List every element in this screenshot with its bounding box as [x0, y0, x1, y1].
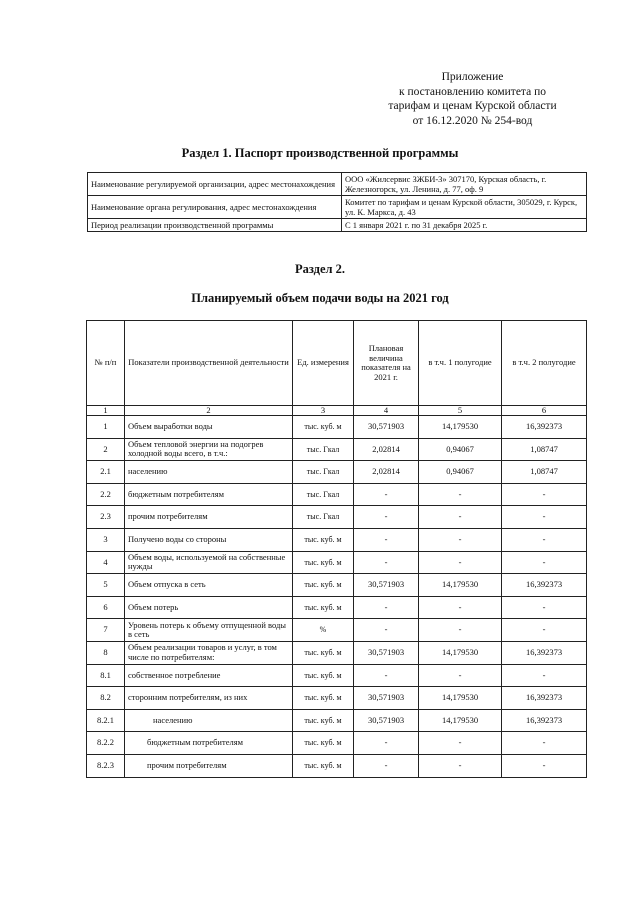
column-number: 6 [502, 406, 587, 416]
row-half1: - [419, 664, 502, 687]
passport-value: ООО «Жилсервис ЗЖБИ-3» 307170, Курская область, г. Железногорск, ул. Ленина, д. 77, оф. 9 [342, 173, 587, 196]
column-number: 5 [419, 406, 502, 416]
table-row [87, 574, 587, 597]
row-unit: тыс. Гкал [293, 438, 354, 461]
column-number-row [87, 406, 587, 416]
row-half1: 14,179530 [419, 709, 502, 732]
row-num: 8.2.2 [87, 732, 125, 755]
row-planned: 30,571903 [354, 416, 419, 439]
row-half1: - [419, 483, 502, 506]
row-half1: 14,179530 [419, 641, 502, 664]
row-unit: тыс. куб. м [293, 732, 354, 755]
row-half1: - [419, 619, 502, 642]
row-unit: тыс. куб. м [293, 709, 354, 732]
row-unit: тыс. Гкал [293, 461, 354, 484]
row-half2: 16,392373 [502, 641, 587, 664]
row-indicator: прочим потребителям [125, 506, 293, 529]
passport-row [88, 173, 587, 196]
row-num: 6 [87, 596, 125, 619]
header-half1: в т.ч. 1 полугодие [419, 321, 502, 406]
row-unit: тыс. Гкал [293, 506, 354, 529]
row-indicator: Объем потерь [125, 596, 293, 619]
table-row [87, 664, 587, 687]
row-num: 8.1 [87, 664, 125, 687]
row-unit: тыс. куб. м [293, 754, 354, 777]
column-number: 4 [354, 406, 419, 416]
row-half1: - [419, 528, 502, 551]
row-num: 2.3 [87, 506, 125, 529]
row-unit: тыс. Гкал [293, 483, 354, 506]
row-planned: 30,571903 [354, 687, 419, 710]
appendix-line: к постановлению комитета по [399, 85, 546, 98]
row-planned: - [354, 664, 419, 687]
table-row [87, 506, 587, 529]
row-unit: тыс. куб. м [293, 416, 354, 439]
row-indicator: Объем тепловой энергии на подогрев холодной воды всего, в т.ч.: [125, 438, 293, 461]
row-half2: 16,392373 [502, 574, 587, 597]
column-number: 3 [293, 406, 354, 416]
passport-label: Период реализации производственной программы [88, 219, 342, 232]
row-unit: тыс. куб. м [293, 664, 354, 687]
passport-row [88, 196, 587, 219]
row-planned: - [354, 483, 419, 506]
row-half2: - [502, 506, 587, 529]
row-num: 7 [87, 619, 125, 642]
row-planned: - [354, 754, 419, 777]
row-indicator: собственное потребление [125, 664, 293, 687]
row-half1: 0,94067 [419, 438, 502, 461]
section2-title: Раздел 2. [294, 262, 346, 276]
row-indicator: бюджетным потребителям [125, 732, 293, 755]
row-num: 8.2 [87, 687, 125, 710]
row-half1: - [419, 732, 502, 755]
passport-table [87, 172, 587, 232]
passport-value: С 1 января 2021 г. по 31 декабря 2025 г. [342, 219, 587, 232]
row-indicator: Объем реализации товаров и услуг, в том числе по потребителям: [125, 641, 293, 664]
appendix-line: тарифам и ценам Курской области [388, 100, 557, 112]
row-indicator: населению [125, 709, 293, 732]
appendix-block [370, 70, 575, 128]
row-unit: тыс. куб. м [293, 596, 354, 619]
row-indicator: бюджетным потребителям [125, 483, 293, 506]
row-half1: 14,179530 [419, 416, 502, 439]
row-num: 4 [87, 551, 125, 574]
row-indicator: Объем воды, используемой на собственные нужды [125, 551, 293, 574]
table-row [87, 619, 587, 642]
column-number: 1 [87, 406, 125, 416]
table-row [87, 483, 587, 506]
row-planned: 30,571903 [354, 641, 419, 664]
row-half2: - [502, 754, 587, 777]
row-half1: 14,179530 [419, 687, 502, 710]
row-planned: 30,571903 [354, 709, 419, 732]
table-row [87, 732, 587, 755]
table-row [87, 461, 587, 484]
row-indicator: Получено воды со стороны [125, 528, 293, 551]
row-half2: - [502, 664, 587, 687]
row-half1: - [419, 506, 502, 529]
row-half2: - [502, 551, 587, 574]
row-indicator: сторонним потребителям, из них [125, 687, 293, 710]
row-half2: 16,392373 [502, 709, 587, 732]
header-indicator: Показатели производственной деятельности [125, 321, 293, 406]
row-num: 2.2 [87, 483, 125, 506]
row-half1: - [419, 596, 502, 619]
row-unit: тыс. куб. м [293, 528, 354, 551]
row-unit: тыс. куб. м [293, 687, 354, 710]
row-unit: % [293, 619, 354, 642]
header-unit: Ед. измерения [293, 321, 354, 406]
row-half2: 1,08747 [502, 461, 587, 484]
row-half2: - [502, 483, 587, 506]
row-planned: - [354, 732, 419, 755]
row-planned: 2,02814 [354, 461, 419, 484]
section2-subtitle: Планируемый объем подачи воды на 2021 год [191, 291, 449, 305]
table-row [87, 438, 587, 461]
table-row [87, 641, 587, 664]
row-indicator: прочим потребителям [125, 754, 293, 777]
table-row [87, 709, 587, 732]
row-unit: тыс. куб. м [293, 641, 354, 664]
row-half1: - [419, 551, 502, 574]
row-unit: тыс. куб. м [293, 574, 354, 597]
passport-label: Наименование регулируемой организации, адрес местонахождения [88, 173, 342, 196]
row-half2: 16,392373 [502, 416, 587, 439]
row-half2: - [502, 596, 587, 619]
passport-label: Наименование органа регулирования, адрес местонахождения [88, 196, 342, 219]
row-half1: - [419, 754, 502, 777]
water-supply-table [86, 320, 587, 778]
row-num: 8 [87, 641, 125, 664]
table-row [87, 687, 587, 710]
table-header-row [87, 321, 587, 406]
table-row [87, 754, 587, 777]
row-num: 2 [87, 438, 125, 461]
passport-row [88, 219, 587, 232]
row-planned: - [354, 506, 419, 529]
row-planned: - [354, 551, 419, 574]
appendix-date: от 16.12.2020 № 254-вод [412, 114, 533, 127]
row-indicator: населению [125, 461, 293, 484]
column-number: 2 [125, 406, 293, 416]
table-row [87, 551, 587, 574]
row-num: 8.2.3 [87, 754, 125, 777]
row-planned: - [354, 619, 419, 642]
row-unit: тыс. куб. м [293, 551, 354, 574]
header-planned: Плановая величина показателя на 2021 г. [354, 321, 419, 406]
header-num: № п/п [87, 321, 125, 406]
table-row [87, 528, 587, 551]
row-half2: - [502, 528, 587, 551]
row-indicator: Уровень потерь к объему отпущенной воды в сеть [125, 619, 293, 642]
row-half1: 14,179530 [419, 574, 502, 597]
row-planned: 2,02814 [354, 438, 419, 461]
table-body [87, 416, 587, 778]
row-num: 2.1 [87, 461, 125, 484]
row-planned: - [354, 596, 419, 619]
header-half2: в т.ч. 2 полугодие [502, 321, 587, 406]
row-planned: - [354, 528, 419, 551]
row-half2: - [502, 619, 587, 642]
row-num: 3 [87, 528, 125, 551]
section1-title: Раздел 1. Паспорт производственной программы [181, 146, 459, 160]
appendix-title: Приложение [441, 71, 504, 83]
passport-value: Комитет по тарифам и ценам Курской области, 305029, г. Курск, ул. К. Маркса, д. 43 [342, 196, 587, 219]
row-half1: 0,94067 [419, 461, 502, 484]
row-half2: 1,08747 [502, 438, 587, 461]
row-num: 8.2.1 [87, 709, 125, 732]
row-indicator: Объем выработки воды [125, 416, 293, 439]
row-indicator: Объем отпуска в сеть [125, 574, 293, 597]
row-half2: 16,392373 [502, 687, 587, 710]
row-half2: - [502, 732, 587, 755]
row-planned: 30,571903 [354, 574, 419, 597]
row-num: 5 [87, 574, 125, 597]
table-row [87, 596, 587, 619]
row-num: 1 [87, 416, 125, 439]
table-row [87, 416, 587, 439]
